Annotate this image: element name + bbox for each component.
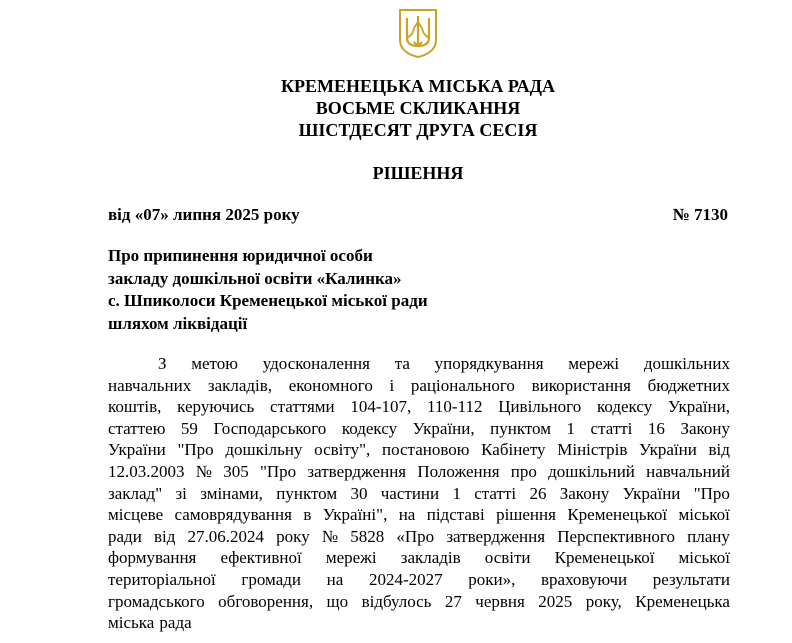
convocation: ВОСЬМЕ СКЛИКАННЯ [315, 98, 521, 118]
subject-line: закладу дошкільної освіти «Калинка» [108, 268, 402, 288]
word: № [321, 526, 339, 546]
word: рішення [496, 505, 556, 525]
word: дошкільну [225, 440, 303, 460]
word: дошкільних [643, 354, 730, 373]
subject-line: Про припинення юридичної особи [108, 246, 373, 265]
word: кодексу [596, 397, 653, 417]
word: року [276, 526, 310, 546]
word: відбулось [361, 591, 432, 611]
word: змінами, [200, 483, 263, 503]
word: України, [412, 418, 475, 438]
word: Україні", [322, 505, 388, 525]
word: і [389, 375, 395, 395]
word: "Про [693, 483, 730, 503]
word: на [326, 569, 344, 589]
word: З [158, 354, 167, 373]
word: економного [288, 375, 373, 395]
word: громади [241, 569, 301, 589]
word: результати [652, 569, 730, 589]
word: України, [667, 397, 730, 417]
word: 104-107, [350, 397, 412, 417]
word: коштів, [108, 397, 162, 417]
word: України [639, 440, 697, 460]
word: освіту", [314, 440, 371, 460]
word: дошкільний [548, 461, 635, 481]
word: постановою [381, 440, 470, 460]
word: формування [108, 548, 197, 568]
word: керуючись [177, 397, 255, 417]
body-line [108, 439, 730, 461]
decision-subject [108, 245, 428, 335]
word: громадського [108, 591, 205, 611]
body-line [108, 591, 730, 613]
body-line [108, 461, 730, 483]
word: № [195, 461, 212, 481]
word: 1 [452, 483, 461, 503]
word: міська [108, 613, 155, 633]
word: кодексу [341, 418, 398, 438]
word: 305 [223, 461, 249, 481]
subject-line: с. Шпиколоси Кременецької міської ради [108, 291, 428, 310]
word: рада [159, 613, 192, 633]
word: Цивільного [498, 397, 582, 417]
word: України [622, 483, 681, 503]
word: про [510, 461, 537, 481]
word: освіти [484, 548, 531, 568]
word: Перспективного [557, 526, 675, 546]
word: бюджетних [647, 375, 730, 395]
word: обговорення, [218, 591, 314, 611]
word: плану [687, 526, 730, 546]
word: частини [380, 483, 440, 503]
word: «Про [396, 526, 435, 546]
body-line [108, 612, 730, 634]
word: статтями [270, 397, 335, 417]
word: навчальний [646, 461, 730, 481]
word: ради [108, 526, 142, 546]
word: в [303, 505, 312, 525]
word: від [153, 526, 176, 546]
word: затвердження [446, 526, 546, 546]
word: міської [678, 505, 730, 525]
council-name: КРЕМЕНЕЦЬКА МІСЬКА РАДА [280, 76, 556, 96]
word: "Про [177, 440, 214, 460]
word: України [108, 440, 166, 460]
word: закладів, [207, 375, 273, 395]
word: від [708, 440, 730, 460]
body-line [108, 396, 730, 418]
word: самоврядування [174, 505, 292, 525]
trident-coat-of-arms-icon [397, 8, 439, 58]
word: 1 [566, 418, 576, 438]
word: 2024-2027 [368, 569, 443, 589]
word: пунктом [276, 483, 338, 503]
word: метою [191, 354, 238, 373]
word: міської [678, 548, 730, 568]
word: підставі [426, 505, 485, 525]
word: Міністрів [557, 440, 628, 460]
body-line [108, 504, 730, 526]
body-line [108, 353, 730, 375]
word: що [326, 591, 349, 611]
word: мережі [325, 548, 377, 568]
word: 27.06.2024 [187, 526, 265, 546]
word: на [398, 505, 416, 525]
word: заклад" [108, 483, 163, 503]
word: раціонального [410, 375, 515, 395]
word: зі [175, 483, 187, 503]
decision-date: від «07» липня 2025 року [108, 205, 300, 224]
word: 16 [647, 418, 665, 438]
body-line [108, 526, 730, 548]
word: року, [585, 591, 622, 611]
body-paragraph [108, 353, 730, 634]
word: ефективної [220, 548, 302, 568]
word: пунктом [490, 418, 551, 438]
word: 30 [350, 483, 368, 503]
word: Положення [417, 461, 500, 481]
word: статтею [108, 418, 166, 438]
word: Кременецька [635, 591, 730, 611]
word: використання [531, 375, 631, 395]
word: роки», [468, 569, 516, 589]
word: мережі [568, 354, 620, 373]
body-line [108, 483, 730, 505]
word: Кременецької [554, 548, 655, 568]
body-line [108, 418, 730, 440]
document-type: РІШЕННЯ [372, 163, 464, 183]
word: 59 [180, 418, 198, 438]
subject-line: шляхом ліквідації [108, 313, 248, 333]
word: 27 [444, 591, 462, 611]
word: 26 [529, 483, 547, 503]
word: 2025 [538, 591, 573, 611]
word: та [394, 354, 410, 373]
word: 12.03.2003 [108, 461, 185, 481]
session: ШІСТДЕСЯТ ДРУГА СЕСІЯ [298, 120, 538, 140]
word: удосконалення [262, 354, 370, 373]
word: Закону [680, 418, 730, 438]
word: статті [474, 483, 517, 503]
word: затвердження [307, 461, 407, 481]
body-line [108, 375, 730, 397]
word: червня [475, 591, 525, 611]
word: навчальних [108, 375, 192, 395]
decision-number: № 7130 [672, 205, 728, 224]
word: Кабінету [481, 440, 546, 460]
word: "Про [259, 461, 297, 481]
word: територіальної [108, 569, 216, 589]
word: Кременецької [567, 505, 668, 525]
word: Закону [559, 483, 610, 503]
word: закладів [400, 548, 461, 568]
word: упорядкування [434, 354, 544, 373]
word: Господарського [213, 418, 327, 438]
word: місцеве [108, 505, 164, 525]
body-line [108, 547, 730, 569]
word: враховуючи [541, 569, 628, 589]
word: 110-112 [427, 397, 483, 417]
word: статті [590, 418, 633, 438]
body-line [108, 569, 730, 591]
word: 5828 [350, 526, 385, 546]
